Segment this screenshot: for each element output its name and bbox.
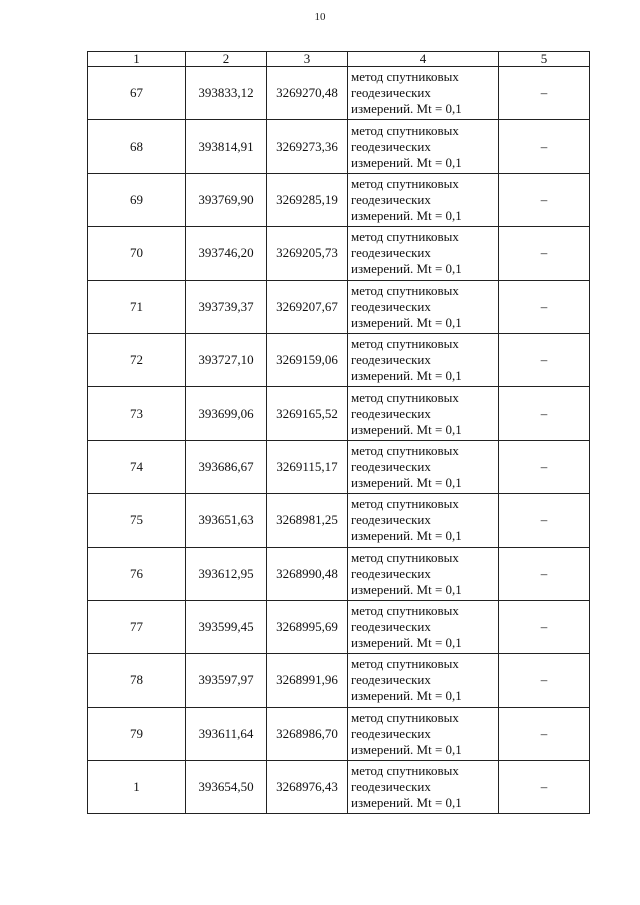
point-number-cell: 69 <box>88 173 186 226</box>
method-line-3: измерений. Mt = 0,1 <box>351 368 462 384</box>
table-row <box>88 227 590 280</box>
method-cell <box>348 600 499 653</box>
x-coordinate-cell: 393814,91 <box>186 120 267 173</box>
method-cell <box>348 280 499 333</box>
method-line-2: геодезических <box>351 138 431 154</box>
method-line-2: геодезических <box>351 85 431 101</box>
method-line-3: измерений. Mt = 0,1 <box>351 421 462 437</box>
y-coordinate-cell: 3269165,52 <box>267 387 348 440</box>
method-line-2: геодезических <box>351 245 431 261</box>
note-cell: – <box>499 440 590 493</box>
point-number-cell: 79 <box>88 707 186 760</box>
method-cell <box>348 120 499 173</box>
method-cell <box>348 440 499 493</box>
x-coordinate-cell: 393654,50 <box>186 761 267 814</box>
note-cell: – <box>499 67 590 120</box>
method-line-1: метод спутниковых <box>351 389 459 405</box>
table-row <box>88 654 590 707</box>
column-header-4: 4 <box>348 52 499 67</box>
table-row <box>88 120 590 173</box>
method-cell <box>348 707 499 760</box>
x-coordinate-cell: 393699,06 <box>186 387 267 440</box>
table-row <box>88 707 590 760</box>
point-number-cell: 72 <box>88 333 186 386</box>
y-coordinate-cell: 3269285,19 <box>267 173 348 226</box>
y-coordinate-cell: 3269159,06 <box>267 333 348 386</box>
x-coordinate-cell: 393746,20 <box>186 227 267 280</box>
y-coordinate-cell: 3268981,25 <box>267 494 348 547</box>
method-line-3: измерений. Mt = 0,1 <box>351 261 462 277</box>
point-number-cell: 68 <box>88 120 186 173</box>
point-number-cell: 74 <box>88 440 186 493</box>
table-row <box>88 600 590 653</box>
note-cell: – <box>499 120 590 173</box>
table-body <box>88 67 590 814</box>
method-line-1: метод спутниковых <box>351 656 459 672</box>
y-coordinate-cell: 3269270,48 <box>267 67 348 120</box>
point-number-cell: 70 <box>88 227 186 280</box>
method-cell <box>348 547 499 600</box>
x-coordinate-cell: 393612,95 <box>186 547 267 600</box>
column-header-2: 2 <box>186 52 267 67</box>
table-row <box>88 67 590 120</box>
method-line-1: метод спутниковых <box>351 496 459 512</box>
method-cell <box>348 761 499 814</box>
method-line-3: измерений. Mt = 0,1 <box>351 635 462 651</box>
method-line-2: геодезических <box>351 405 431 421</box>
method-line-1: метод спутниковых <box>351 763 459 779</box>
method-line-1: метод спутниковых <box>351 282 459 298</box>
table-row <box>88 547 590 600</box>
method-line-3: измерений. Mt = 0,1 <box>351 688 462 704</box>
method-line-2: геодезических <box>351 352 431 368</box>
method-cell <box>348 494 499 547</box>
table-row <box>88 387 590 440</box>
method-cell <box>348 333 499 386</box>
method-line-1: метод спутниковых <box>351 549 459 565</box>
method-line-3: измерений. Mt = 0,1 <box>351 474 462 490</box>
y-coordinate-cell: 3268995,69 <box>267 600 348 653</box>
x-coordinate-cell: 393727,10 <box>186 333 267 386</box>
column-header-5: 5 <box>499 52 590 67</box>
note-cell: – <box>499 227 590 280</box>
method-line-1: метод спутниковых <box>351 175 459 191</box>
y-coordinate-cell: 3268976,43 <box>267 761 348 814</box>
table-row <box>88 761 590 814</box>
table-row <box>88 494 590 547</box>
method-line-2: геодезических <box>351 619 431 635</box>
method-line-3: измерений. Mt = 0,1 <box>351 795 462 811</box>
point-number-cell: 67 <box>88 67 186 120</box>
point-number-cell: 78 <box>88 654 186 707</box>
column-header-1: 1 <box>88 52 186 67</box>
x-coordinate-cell: 393769,90 <box>186 173 267 226</box>
x-coordinate-cell: 393651,63 <box>186 494 267 547</box>
method-line-3: измерений. Mt = 0,1 <box>351 741 462 757</box>
method-line-1: метод спутниковых <box>351 603 459 619</box>
x-coordinate-cell: 393611,64 <box>186 707 267 760</box>
method-line-2: геодезических <box>351 672 431 688</box>
note-cell: – <box>499 547 590 600</box>
table-header-row <box>88 52 590 67</box>
note-cell: – <box>499 654 590 707</box>
note-cell: – <box>499 333 590 386</box>
note-cell: – <box>499 707 590 760</box>
method-line-2: геодезических <box>351 565 431 581</box>
note-cell: – <box>499 600 590 653</box>
method-line-1: метод спутниковых <box>351 709 459 725</box>
method-line-2: геодезических <box>351 458 431 474</box>
method-line-1: метод спутниковых <box>351 69 459 85</box>
y-coordinate-cell: 3268986,70 <box>267 707 348 760</box>
table-row <box>88 333 590 386</box>
table-row <box>88 440 590 493</box>
y-coordinate-cell: 3269205,73 <box>267 227 348 280</box>
method-line-3: измерений. Mt = 0,1 <box>351 314 462 330</box>
x-coordinate-cell: 393739,37 <box>186 280 267 333</box>
x-coordinate-cell: 393686,67 <box>186 440 267 493</box>
method-line-1: метод спутниковых <box>351 336 459 352</box>
method-line-1: метод спутниковых <box>351 229 459 245</box>
method-cell <box>348 387 499 440</box>
point-number-cell: 73 <box>88 387 186 440</box>
method-line-2: геодезических <box>351 298 431 314</box>
method-line-3: измерений. Mt = 0,1 <box>351 528 462 544</box>
note-cell: – <box>499 761 590 814</box>
column-header-3: 3 <box>267 52 348 67</box>
method-line-2: геодезических <box>351 725 431 741</box>
table-row <box>88 173 590 226</box>
y-coordinate-cell: 3269207,67 <box>267 280 348 333</box>
table-row <box>88 280 590 333</box>
coordinates-table <box>87 51 590 814</box>
x-coordinate-cell: 393833,12 <box>186 67 267 120</box>
method-cell <box>348 67 499 120</box>
method-line-3: измерений. Mt = 0,1 <box>351 101 462 117</box>
point-number-cell: 75 <box>88 494 186 547</box>
method-line-2: геодезических <box>351 191 431 207</box>
y-coordinate-cell: 3268991,96 <box>267 654 348 707</box>
x-coordinate-cell: 393597,97 <box>186 654 267 707</box>
method-line-1: метод спутниковых <box>351 442 459 458</box>
method-cell <box>348 654 499 707</box>
method-line-2: геодезических <box>351 779 431 795</box>
point-number-cell: 71 <box>88 280 186 333</box>
method-line-1: метод спутниковых <box>351 122 459 138</box>
y-coordinate-cell: 3269273,36 <box>267 120 348 173</box>
note-cell: – <box>499 494 590 547</box>
point-number-cell: 76 <box>88 547 186 600</box>
y-coordinate-cell: 3269115,17 <box>267 440 348 493</box>
note-cell: – <box>499 387 590 440</box>
method-line-3: измерений. Mt = 0,1 <box>351 154 462 170</box>
y-coordinate-cell: 3268990,48 <box>267 547 348 600</box>
page-number: 10 <box>314 11 326 23</box>
method-line-3: измерений. Mt = 0,1 <box>351 207 462 223</box>
point-number-cell: 1 <box>88 761 186 814</box>
method-line-2: геодезических <box>351 512 431 528</box>
note-cell: – <box>499 280 590 333</box>
x-coordinate-cell: 393599,45 <box>186 600 267 653</box>
point-number-cell: 77 <box>88 600 186 653</box>
method-cell <box>348 227 499 280</box>
note-cell: – <box>499 173 590 226</box>
method-line-3: измерений. Mt = 0,1 <box>351 581 462 597</box>
method-cell <box>348 173 499 226</box>
